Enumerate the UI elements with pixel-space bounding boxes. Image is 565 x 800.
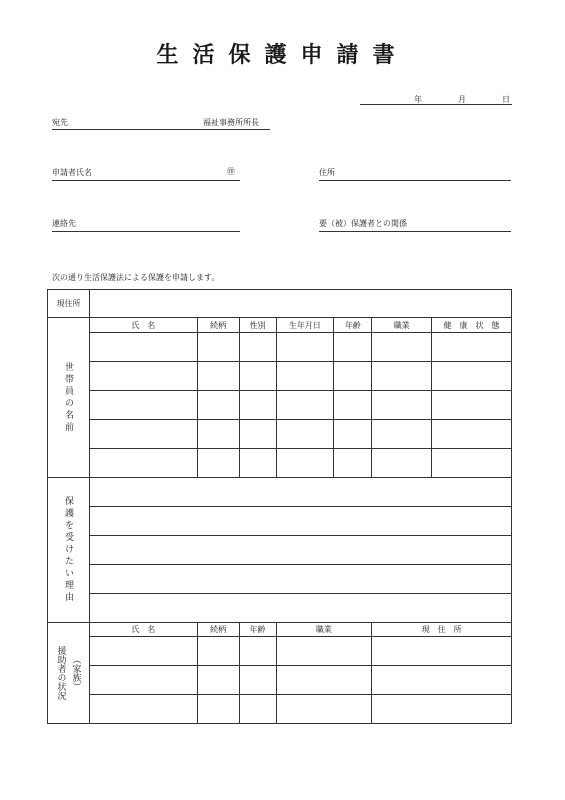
cell[interactable]: [276, 637, 372, 666]
support-row: [48, 695, 512, 724]
current-address-label: 現住所: [48, 290, 90, 318]
address-label: 住所: [319, 168, 335, 177]
cell[interactable]: [372, 637, 512, 666]
applicant-name-label: 申請者氏名: [52, 168, 92, 177]
household-header-birthdate: 生年月日: [276, 318, 334, 333]
reason-row: [48, 536, 512, 565]
household-row: [48, 420, 512, 449]
household-row: [48, 333, 512, 362]
date-month-label: 月: [458, 95, 466, 104]
household-row: [48, 449, 512, 478]
cell[interactable]: [276, 449, 334, 478]
cell[interactable]: [89, 362, 197, 391]
cell[interactable]: [89, 637, 197, 666]
cell[interactable]: [276, 695, 372, 724]
cell[interactable]: [372, 449, 432, 478]
cell[interactable]: [334, 362, 372, 391]
addressee-line: [52, 129, 270, 130]
relation-label: 要（被）保護者との関係: [319, 219, 407, 228]
cell[interactable]: [89, 695, 197, 724]
cell[interactable]: [239, 333, 276, 362]
cell[interactable]: [239, 666, 276, 695]
reason-line[interactable]: [89, 594, 511, 623]
support-row: [48, 637, 512, 666]
household-header-row: [48, 318, 512, 333]
household-row: [48, 391, 512, 420]
reason-line[interactable]: [89, 536, 511, 565]
contact-label: 連絡先: [52, 219, 76, 228]
cell[interactable]: [276, 333, 334, 362]
cell[interactable]: [89, 333, 197, 362]
date-line: [360, 104, 512, 105]
reason-row: [48, 594, 512, 623]
reason-section: [48, 478, 90, 623]
cell[interactable]: [239, 391, 276, 420]
support-header-age: 年齢: [239, 623, 276, 637]
reason-row: [48, 478, 512, 507]
cell[interactable]: [334, 449, 372, 478]
cell[interactable]: [239, 695, 276, 724]
cell[interactable]: [372, 391, 432, 420]
cell[interactable]: [372, 420, 432, 449]
cell[interactable]: [432, 333, 512, 362]
reason-section-label: 保護を受けたい理由: [62, 496, 73, 604]
cell[interactable]: [239, 637, 276, 666]
support-row: [48, 666, 512, 695]
support-header-row: [48, 623, 512, 637]
cell[interactable]: [432, 449, 512, 478]
support-header-name: 氏 名: [89, 623, 197, 637]
reason-row: [48, 507, 512, 536]
support-header-relation: 続柄: [197, 623, 239, 637]
cell[interactable]: [432, 362, 512, 391]
date-year-label: 年: [414, 95, 422, 104]
reason-line[interactable]: [89, 565, 511, 594]
household-section-label: 世帯員の名前: [62, 361, 73, 434]
cell[interactable]: [432, 420, 512, 449]
cell[interactable]: [197, 362, 239, 391]
cell[interactable]: [334, 391, 372, 420]
cell[interactable]: [239, 420, 276, 449]
cell[interactable]: [276, 420, 334, 449]
cell[interactable]: [276, 666, 372, 695]
household-header-occupation: 職業: [372, 318, 432, 333]
cell[interactable]: [197, 666, 239, 695]
cell[interactable]: [239, 362, 276, 391]
date-day-label: 日: [502, 95, 510, 104]
cell[interactable]: [432, 391, 512, 420]
household-header-name: 氏 名: [89, 318, 197, 333]
cell[interactable]: [197, 420, 239, 449]
cell[interactable]: [372, 333, 432, 362]
current-address-input[interactable]: [89, 290, 511, 318]
address-line: [319, 180, 511, 181]
support-header-occupation: 職業: [276, 623, 372, 637]
support-header-address: 現 住 所: [372, 623, 512, 637]
seal-mark: ㊞: [227, 167, 235, 176]
cell[interactable]: [372, 666, 512, 695]
form-title: 生活保護申請書: [156, 43, 409, 68]
reason-line[interactable]: [89, 507, 511, 536]
household-header-gender: 性別: [239, 318, 276, 333]
household-header-health: 健 康 状 態: [432, 318, 512, 333]
addressee-label: 宛先: [52, 118, 68, 127]
contact-line: [52, 231, 240, 232]
reason-line[interactable]: [89, 478, 511, 507]
cell[interactable]: [197, 333, 239, 362]
household-header-age: 年齢: [334, 318, 372, 333]
cell[interactable]: [197, 637, 239, 666]
cell[interactable]: [89, 666, 197, 695]
applicant-name-line: [52, 180, 240, 181]
cell[interactable]: [89, 449, 197, 478]
household-row: [48, 362, 512, 391]
cell[interactable]: [334, 420, 372, 449]
cell[interactable]: [372, 695, 512, 724]
cell[interactable]: [197, 695, 239, 724]
cell[interactable]: [89, 391, 197, 420]
cell[interactable]: [197, 391, 239, 420]
reason-row: [48, 565, 512, 594]
application-statement: 次の通り生活保護法による保護を申請します。: [52, 273, 220, 282]
cell[interactable]: [197, 449, 239, 478]
cell[interactable]: [89, 420, 197, 449]
cell[interactable]: [276, 362, 334, 391]
support-section: [48, 623, 90, 724]
application-table: [47, 289, 512, 724]
household-header-relation: 続柄: [197, 318, 239, 333]
support-section-sublabel: （家族）: [70, 655, 81, 691]
household-section: [48, 318, 90, 478]
support-section-label: 援助者の状況: [55, 646, 66, 700]
cell[interactable]: [276, 391, 334, 420]
cell[interactable]: [372, 362, 432, 391]
current-address-row: [48, 290, 512, 318]
cell[interactable]: [239, 449, 276, 478]
addressee-value: 福祉事務所所長: [203, 118, 259, 127]
cell[interactable]: [334, 333, 372, 362]
relation-line: [319, 231, 511, 232]
